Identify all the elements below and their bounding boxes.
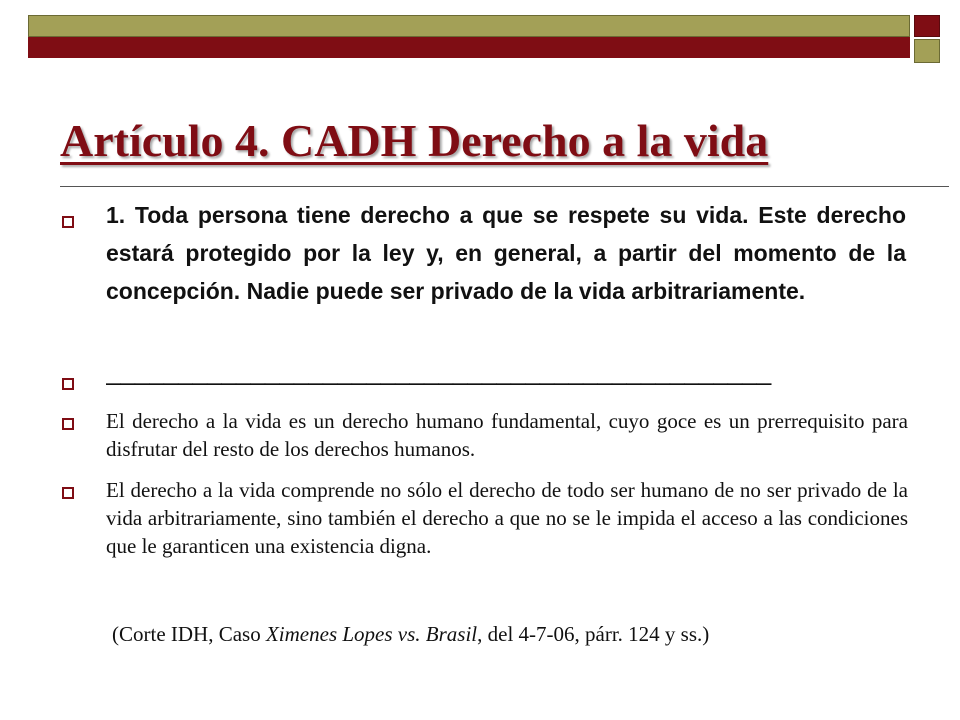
bullet-article-text: 1. Toda persona tiene derecho a que se respete su vida. Este derecho estará protegido por la ley y, en general, a partir del momento de la concepción. Nadie puede ser privado de la vida arbitrariamente. (106, 202, 906, 304)
citation-prefix: (Corte IDH, Caso (112, 622, 266, 646)
bullet-square-icon (62, 216, 74, 228)
corner-square-olive (914, 39, 940, 63)
bullet-dignified-existence-text: El derecho a la vida comprende no sólo el derecho de todo ser humano de no ser privado de la vida arbitrariamente, sino también el derecho a que no se le impida el acceso a las condiciones que le garanticen una existencia digna. (106, 478, 908, 558)
citation (112, 622, 709, 647)
corner-decoration (914, 15, 946, 65)
bullet-square-icon (62, 418, 74, 430)
bullet-separator-line: ______________________________________________ (106, 356, 772, 386)
title-divider (60, 186, 949, 187)
header-bar-maroon-band (28, 37, 910, 58)
bullet-square-icon (62, 487, 74, 499)
bullet-fundamental-right-text: El derecho a la vida es un derecho humano fundamental, cuyo goce es un prerrequisito para disfrutar del resto de los derechos humanos. (106, 409, 908, 461)
header-bar-olive-band (28, 15, 910, 37)
citation-suffix: , del 4-7-06, párr. 124 y ss.) (477, 622, 710, 646)
corner-square-maroon (914, 15, 940, 37)
header-bar (28, 15, 910, 60)
bullet-square-icon (62, 378, 74, 390)
slide-title: Artículo 4. CADH Derecho a la vida (60, 115, 769, 166)
citation-case-name: Ximenes Lopes vs. Brasil (265, 622, 478, 646)
